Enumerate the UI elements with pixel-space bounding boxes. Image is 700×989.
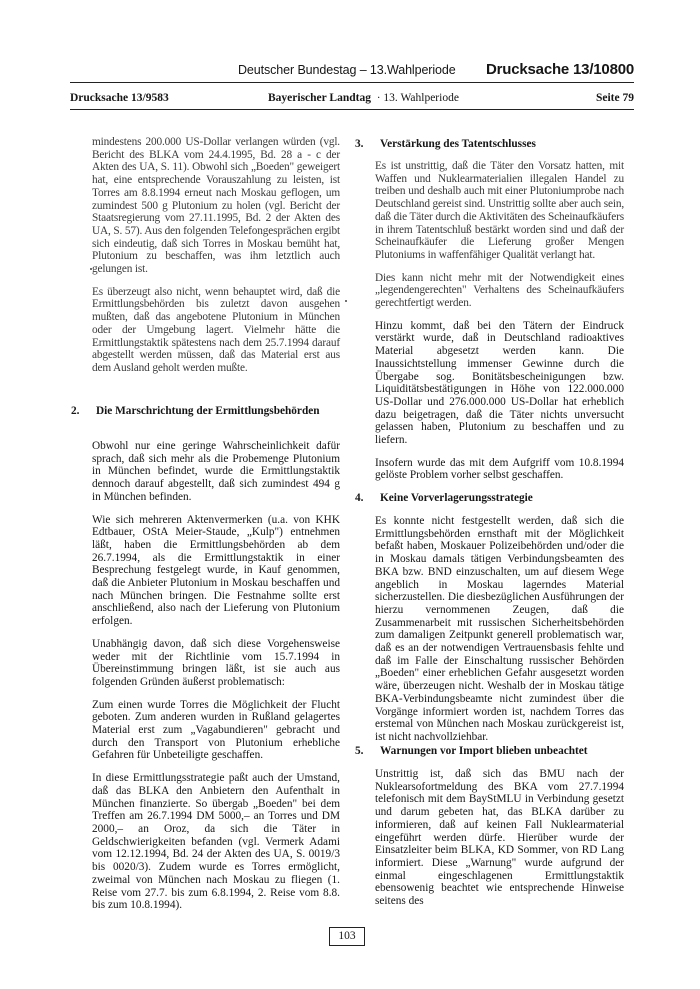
drucksache-number: Drucksache 13/10800	[486, 61, 634, 78]
paragraph: Es konnte nicht festgestellt werden, daß sich die Ermittlungsbehörden ernsthaft mit der Möglichkeit befaßt haben, Moskauer Polizeibehörden und/oder die in Moskau damals tätigen Verbindungsbeamten des BKA bzw. BND einzuschalten, um auf diesem Wege angeblich in Moskau lagerndes Material sicherzustellen. Die diesbezüglichen Ausführungen der hierzu vernommenen Zeugen, daß die Zusammenarbeit mit russischen Sicherheitsbehörden zum damaligen Zeitpunkt generell problematisch war, daß es an der notwendigen Vertrauensbasis fehlte und daß im Falle der Einschaltung russischer Behörden „Boeden" einer erheblichen Gefahr ausgesetzt worden wäre, überzeugen nicht. Weshalb der in Moskau tätige BKA-Verbindungsbeamte nicht zumindest über die Vorgänge informiert worden ist, nachdem Torres das erstemal von München nach Moskau zurückgereist ist, ist nicht nachvollziehbar.	[375, 515, 624, 743]
paragraph: Dies kann nicht mehr mit der Notwendigkeit eines „legendengerechten" Verhaltens des Scheinaufkäufers gerechtfertigt werden.	[375, 271, 624, 310]
paragraph: Es ist unstrittig, daß die Täter den Vorsatz hatten, mit Waffen und Nuklearmaterialien illegalen Handel zu treiben und deshalb auch mit einer Plutoniumprobe nach Deutschland gereist sind. Unstrittig sollte aber auch sein, daß die Täter durch die Aktivitäten des Scheinaufkäufers in ihrem Tatentschluß bestärkt worden sind und daß der Scheinaufkäufer die Lieferung großer Mengen Plutoniums in waffenfähiger Qualität verlangt hat.	[375, 160, 624, 261]
section-number: 4.	[355, 492, 364, 504]
section-number: 2.	[71, 405, 80, 417]
paragraph: Insofern wurde das mit dem Aufgriff vom 10.8.1994 gelöste Problem vorher selbst geschaffen.	[375, 456, 624, 482]
paragraph: Unstrittig ist, daß sich das BMU nach der Nuklearsofortmeldung des BKA vom 27.7.1994 telefonisch mit dem BayStMLU in Verbindung gesetzt und darum gebeten hat, das BLKA darüber zu informieren, daß auf keinen Fall Nuklearmaterial eingeführt werden dürfe. Hierüber wurde der Einsatzleiter beim BLKA, KD Sommer, von RD Lang informiert. Diese „Warnung" wurde aufgrund der einmal eingeschlagenen Ermittlungstaktik ebensowenig beachtet wie entsprechende Hinweise seitens des	[375, 768, 624, 908]
section-4-body	[375, 515, 624, 754]
paragraph: Es überzeugt also nicht, wenn behauptet wird, daß die Ermittlungsbehörden bis zuletzt davon ausgehen mußten, daß das angebotene Plutonium in München oder der Umgebung lagert. Vielmehr hätte die Ermittlungstaktik spätestens nach dem 25.7.1994 darauf abgestellt werden müssen, daß das Material erst aus dem Ausland geholt werden mußte.	[92, 285, 340, 374]
paragraph: mindestens 200.000 US-Dollar verlangen würden (vgl. Bericht des BLKA vom 24.4.1995, Bd. 28 a - c der Akten des UA, S. 11). Obwohl sich „Boeden" geweigert hat, eine entsprechende Vorauszahlung zu leisten, ist Torres am 8.8.1994 erneut nach Moskau geflogen, um zumindest 500 g Plutonium zu holen (vgl. Bericht der Staatsregierung vom 27.11.1995, Bd. 2 der Akten des UA, S. 57). Aus den folgenden Telefongesprächen ergibt sich eindeutig, daß sich Torres in Moskau bemüht hat, Plutonium zu beschaffen, was ihm letztlich auch gelungen ist.	[92, 136, 340, 276]
paragraph: Hinzu kommt, daß bei den Tätern der Eindruck verstärkt wurde, daß in Deutschland radioaktives Material abgesetzt werden kann. Die Inaussichtstellung immenser Gewinne durch die Übergabe sog. Bonitätsbescheinigungen bzw. Liquiditätsbestätigungen in Höhe von 122.000.000 US-Dollar und 276.000.000 US-Dollar hat erheblich dazu beigetragen, daß die Täter nichts unversucht gelassen haben, Plutonium zu beschaffen und zu liefern.	[375, 319, 624, 447]
paragraph: Obwohl nur eine geringe Wahrscheinlichkeit dafür sprach, daß sich mehr als die Probemenge Plutonium in München befindet, wurde die Ermittlungstaktik dennoch darauf abgestellt, daß sich zumindest 494 g in München befinden.	[92, 440, 340, 503]
paragraph: Wie sich mehreren Aktenvermerken (u.a. von KHK Edtbauer, OStA Meier-Staude, „Kulp") entnehmen läßt, haben die Ermittlungsbehörden ab dem 26.7.1994, als die Ermittlungstaktik in einer Besprechung festgelegt wurde, in Kauf genommen, daß die Anbieter Plutonium in Moskau beschaffen und nach München bringen. Die Festnahme sollte erst anschließend, also nach der Lieferung von Plutonium erfolgen.	[92, 513, 340, 628]
section-number: 3.	[355, 138, 364, 150]
landtag-rule	[70, 109, 634, 110]
section-title: Warnungen vor Import blieben unbeachtet	[380, 745, 588, 757]
scan-speck	[90, 268, 92, 270]
section-5-body	[375, 768, 624, 918]
section-2-heading	[71, 405, 341, 419]
scan-speck	[345, 300, 347, 302]
page-number: 103	[329, 927, 365, 946]
paragraph: Zum einen wurde Torres die Möglichkeit der Flucht geboten. Zum anderen wurden in Rußland gelagertes Material erst zum „Vagabundieren" gebracht und durch den Transport von Plutonium erhebliche Gefahren für Unbeteiligte geschaffen.	[92, 698, 340, 762]
section-5-heading	[355, 745, 625, 759]
page-label: Seite 79	[595, 92, 634, 104]
paragraph: Unabhängig davon, daß sich diese Vorgehensweise weder mit der Richtlinie vom 15.7.1994 in Übereinstimmung bringen läßt, ist sie auch aus folgenden Gründen äußerst problematisch:	[92, 637, 340, 688]
landtag-header	[70, 92, 634, 108]
section-3-body	[375, 160, 624, 492]
section-2-body	[92, 440, 340, 922]
section-3-heading	[355, 138, 625, 152]
section-4-heading	[355, 492, 625, 506]
section-title: Keine Vorverlagerungsstrategie	[380, 492, 533, 504]
landtag-period: · 13. Wahlperiode	[376, 92, 459, 104]
header-rule	[70, 82, 634, 83]
section-number: 5.	[355, 745, 364, 757]
section-title: Verstärkung des Tatentschlusses	[380, 138, 536, 150]
landtag-name: Bayerischer Landtag	[268, 92, 371, 104]
section-title: Die Marschrichtung der Ermittlungsbehörden	[96, 405, 320, 417]
landtag-drucksache: Drucksache 13/9583	[70, 92, 169, 104]
bundestag-period: Deutscher Bundestag – 13.Wahlperiode	[238, 63, 456, 77]
landtag-title	[268, 92, 459, 104]
bundestag-header	[238, 61, 634, 79]
left-column-intro	[92, 136, 340, 385]
paragraph: In diese Ermittlungsstrategie paßt auch der Umstand, daß das BLKA den Anbietern den Aufenthalt in München finanzierte. So übergab „Boeden" bei dem Treffen am 26.7.1994 DM 5000,– an Torres und DM 2000,– an Oroz, da sich die Täter in Geldschwierigkeiten befanden (vgl. Vermerk Adami vom 12.12.1994, Bd. 24 der Akten des UA, S. 0019/3 bis 0020/3). Zudem wurde es Torres ermöglicht, zweimal von München nach Moskau zu fliegen (1. Reise vom 27.7. bis zum 6.8.1994, 2. Reise vom 8.8. bis zum 10.8.1994).	[92, 772, 340, 912]
